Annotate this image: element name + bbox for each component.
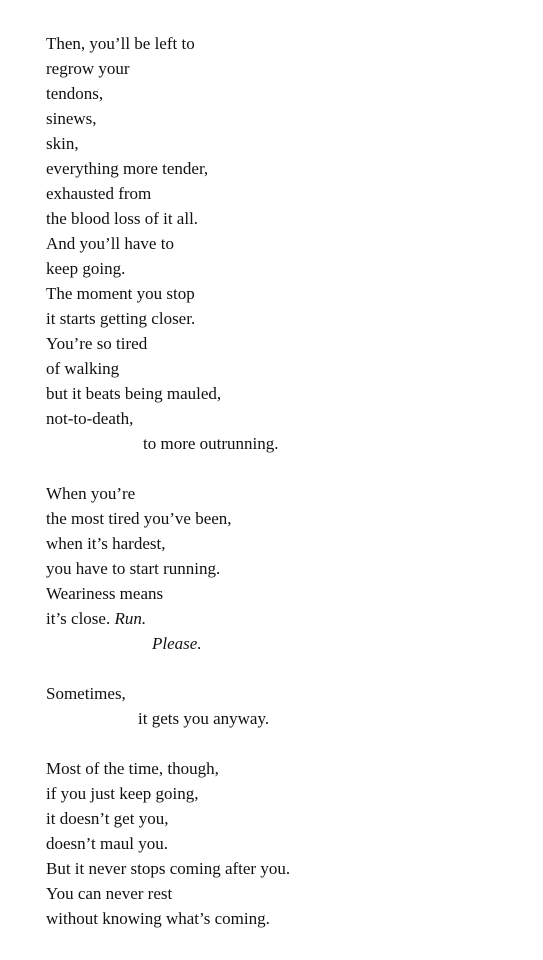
poem-line: of walking <box>46 359 120 378</box>
poem-line-mixed <box>46 606 526 631</box>
stanza-break <box>46 731 526 756</box>
poem-line: And you’ll have to <box>46 234 174 253</box>
poem-line: You’re so tired <box>46 334 148 353</box>
poem-line: if you just keep going, <box>46 784 199 803</box>
poem-line: the most tired you’ve been, <box>46 509 232 528</box>
poem-text <box>46 31 526 931</box>
stanza-2 <box>46 481 526 656</box>
poem-line: it doesn’t get you, <box>46 809 169 828</box>
poem-line-indented: to more outrunning. <box>143 434 279 453</box>
poem-line: But it never stops coming after you. <box>46 859 291 878</box>
poem-line: Weariness means <box>46 584 164 603</box>
stanza-break <box>46 456 526 481</box>
poem-line-indented-italic <box>46 631 526 656</box>
poem-line-italic-part: Run. <box>114 609 147 628</box>
poem-line-indented: it gets you anyway. <box>138 709 270 728</box>
poem-line: Most of the time, though, <box>46 759 219 778</box>
poem-line: but it beats being mauled, <box>46 384 222 403</box>
poem-line: doesn’t maul you. <box>46 834 168 853</box>
poem-italic-text: Please. <box>152 634 202 653</box>
poem-line: it starts getting closer. <box>46 309 196 328</box>
poem-line: not-to-death, <box>46 409 134 428</box>
poem-line: you have to start running. <box>46 559 221 578</box>
poem-line: sinews, <box>46 109 97 128</box>
poem-line: tendons, <box>46 84 104 103</box>
poem-line: regrow your <box>46 59 130 78</box>
poem-line: Then, you’ll be left to <box>46 34 195 53</box>
poem-line: exhausted from <box>46 184 152 203</box>
stanza-break <box>46 656 526 681</box>
stanza-3 <box>46 681 526 731</box>
poem-line: keep going. <box>46 259 126 278</box>
poem-line: skin, <box>46 134 79 153</box>
poem-line: When you’re <box>46 484 136 503</box>
poem-line: Sometimes, <box>46 684 126 703</box>
stanza-4 <box>46 756 526 931</box>
poem-line: without knowing what’s coming. <box>46 909 270 928</box>
poem-line: the blood loss of it all. <box>46 209 199 228</box>
poem-line: The moment you stop <box>46 284 195 303</box>
poem-line: when it’s hardest, <box>46 534 166 553</box>
poem-line: You can never rest <box>46 884 173 903</box>
poem-line: everything more tender, <box>46 159 209 178</box>
stanza-1 <box>46 31 526 456</box>
poem-line-plain-part: it’s close. <box>46 609 115 628</box>
